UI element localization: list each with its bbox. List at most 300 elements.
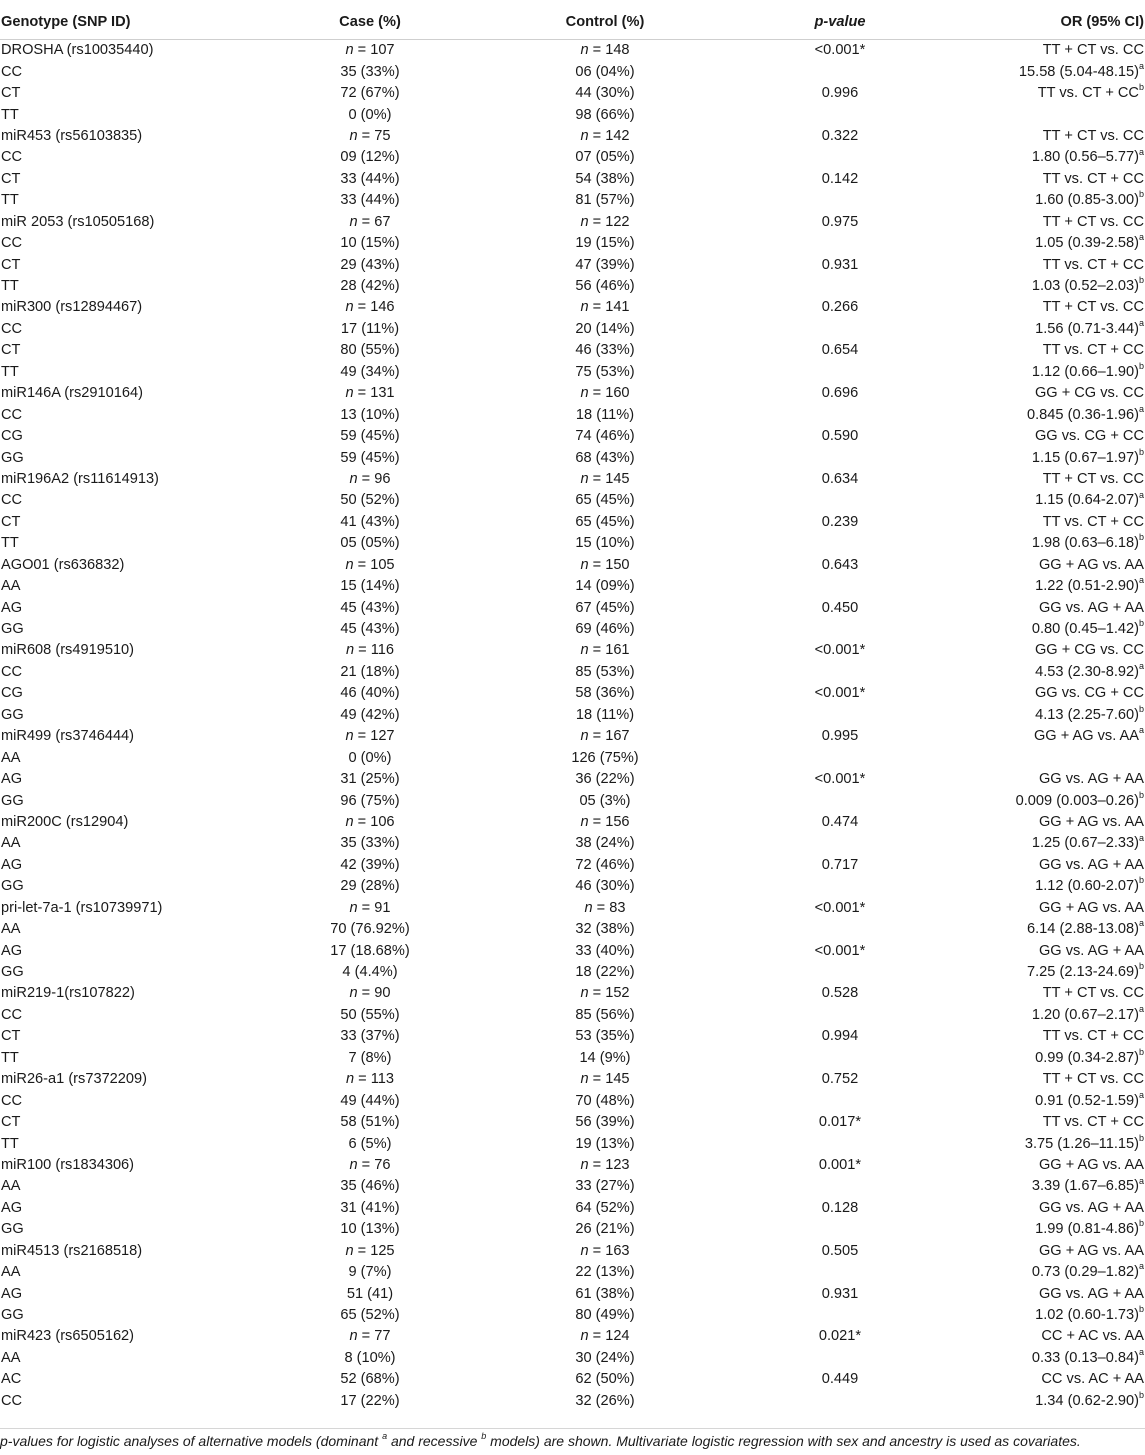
or-value: 0.99 (0.34-2.87) <box>1035 1049 1139 1066</box>
control-cell: 56 (39%) <box>575 1114 635 1131</box>
control-cell <box>470 126 740 147</box>
n-equals: = <box>353 1242 371 1259</box>
table-row <box>0 705 1145 726</box>
or-ci-cell <box>940 940 1145 961</box>
n-symbol: n <box>349 470 358 487</box>
genotype-cell: miR423 (rs6505162) <box>1 1328 135 1345</box>
p-value-cell: 0.021* <box>818 1328 862 1345</box>
n-equals: = <box>588 299 606 316</box>
genotype-cell: GG <box>1 449 24 466</box>
or-value: 4.13 (2.25-7.60) <box>1035 706 1139 723</box>
or-value: 1.03 (0.52–2.03) <box>1031 278 1139 295</box>
genotype-cell: AG <box>1 942 23 959</box>
p-value-cell <box>740 490 940 511</box>
genotype-cell: pri-let-7a-1 (rs10739971) <box>1 899 163 916</box>
or-value: TT + CT vs. CC <box>1042 470 1144 487</box>
n-symbol: n <box>580 728 589 745</box>
n-equals: = <box>588 642 606 659</box>
model-superscript: a <box>1138 1347 1144 1358</box>
case-cell <box>270 812 470 833</box>
genotype-cell: CG <box>1 685 23 702</box>
case-cell: 42 (39%) <box>340 856 400 873</box>
p-value-cell <box>740 447 940 468</box>
or-ci-cell <box>940 1005 1145 1026</box>
control-cell: 81 (57%) <box>575 192 635 209</box>
p-value-cell: 0.996 <box>821 85 859 102</box>
p-value-cell: 0.994 <box>821 1028 859 1045</box>
control-cell <box>470 1155 740 1176</box>
table-row <box>0 576 1145 597</box>
genotype-cell: miR 2053 (rs10505168) <box>1 213 155 230</box>
case-cell <box>270 726 470 747</box>
model-superscript: b <box>1138 1389 1144 1400</box>
genotype-cell: CC <box>1 149 23 166</box>
or-value: GG vs. AG + AA <box>1038 1285 1144 1302</box>
case-cell: 33 (44%) <box>340 170 400 187</box>
n-symbol: n <box>345 728 354 745</box>
model-superscript: b <box>1138 789 1144 800</box>
or-ci-cell <box>940 169 1145 190</box>
p-value-cell <box>740 790 940 811</box>
footnote-text-1: p-values for logistic analyses of alternative models (dominant <box>0 1433 383 1449</box>
p-value-cell <box>740 1391 940 1412</box>
or-ci-cell <box>940 962 1145 983</box>
case-cell: 51 (41) <box>346 1285 394 1302</box>
header-control: Control (%) <box>470 6 740 40</box>
case-cell: 72 (67%) <box>340 85 400 102</box>
n-equals: = <box>588 127 606 144</box>
p-value-cell: 0.995 <box>821 728 859 745</box>
p-value-cell <box>740 276 940 297</box>
or-ci-cell <box>940 597 1145 618</box>
genotype-cell: CT <box>1 1028 21 1045</box>
or-value: 0.009 (0.003–0.26) <box>1015 792 1139 809</box>
control-cell: 85 (56%) <box>575 1006 635 1023</box>
genotype-cell: GG <box>1 1221 24 1238</box>
model-superscript: a <box>1138 725 1144 736</box>
or-ci-cell <box>940 447 1145 468</box>
control-cell: 85 (53%) <box>575 663 635 680</box>
table-row <box>0 769 1145 790</box>
or-value: GG vs. CG + CC <box>1034 428 1144 445</box>
n-equals: = <box>357 1156 375 1173</box>
sample-size: 142 <box>605 127 630 144</box>
p-value-cell: 0.001* <box>818 1156 862 1173</box>
or-value: 1.60 (0.85-3.00) <box>1035 192 1139 209</box>
case-cell: 45 (43%) <box>340 599 400 616</box>
table-row <box>0 1305 1145 1326</box>
case-cell: 65 (52%) <box>340 1307 400 1324</box>
genotype-cell: miR146A (rs2910164) <box>1 385 143 402</box>
or-ci-cell <box>940 1219 1145 1240</box>
p-value-cell: 0.696 <box>821 385 859 402</box>
case-cell <box>270 898 470 919</box>
control-cell: 30 (24%) <box>575 1349 635 1366</box>
sample-size: 161 <box>605 642 630 659</box>
control-cell: 53 (35%) <box>575 1028 635 1045</box>
control-cell <box>470 898 740 919</box>
n-equals: = <box>592 899 610 916</box>
table-row <box>0 126 1145 147</box>
p-value-cell: <0.001* <box>814 42 866 59</box>
model-superscript: b <box>1138 961 1144 972</box>
genotype-cell: CC <box>1 1006 23 1023</box>
sample-size: 90 <box>374 985 391 1002</box>
n-symbol: n <box>345 813 354 830</box>
sample-size: 105 <box>370 556 395 573</box>
or-value: TT vs. CT + CC <box>1037 85 1139 102</box>
header-p-value: p-value <box>740 6 940 40</box>
case-cell: 09 (12%) <box>340 149 400 166</box>
genotype-cell: TT <box>1 192 19 209</box>
table-body <box>0 40 1145 1413</box>
table-row <box>0 876 1145 897</box>
sample-size: 145 <box>605 1071 630 1088</box>
or-value: 4.53 (2.30-8.92) <box>1035 663 1139 680</box>
control-cell: 98 (66%) <box>575 106 635 123</box>
or-ci-cell <box>940 212 1145 233</box>
or-ci-cell <box>940 469 1145 490</box>
case-cell <box>270 1241 470 1262</box>
or-value: GG + AG vs. AA <box>1038 899 1144 916</box>
n-symbol: n <box>349 127 358 144</box>
sample-size: 152 <box>605 985 630 1002</box>
model-superscript: b <box>1138 189 1144 200</box>
case-cell: 7 (8%) <box>348 1049 392 1066</box>
p-value-cell: 0.266 <box>821 299 859 316</box>
model-superscript: a <box>1138 489 1144 500</box>
n-symbol: n <box>345 1071 355 1088</box>
n-equals: = <box>588 985 606 1002</box>
case-cell: 29 (28%) <box>340 878 400 895</box>
p-value-cell: 0.643 <box>821 556 859 573</box>
genotype-cell: CC <box>1 1092 23 1109</box>
table-row <box>0 40 1145 62</box>
case-cell <box>270 1326 470 1347</box>
p-value-cell <box>740 1048 940 1069</box>
genotype-cell: CT <box>1 513 21 530</box>
or-ci-cell <box>940 254 1145 275</box>
or-value: GG + CG vs. CC <box>1034 385 1144 402</box>
genotype-cell: DROSHA (rs10035440) <box>1 42 154 59</box>
n-equals: = <box>588 470 606 487</box>
n-symbol: n <box>580 213 589 230</box>
control-cell <box>470 812 740 833</box>
or-value: 1.56 (0.71-3.44) <box>1035 320 1139 337</box>
footnote-sup-a: a <box>382 1431 388 1442</box>
n-equals: = <box>588 1156 606 1173</box>
sample-size: 148 <box>605 42 630 59</box>
or-ci-cell <box>940 319 1145 340</box>
control-cell <box>470 640 740 661</box>
p-value-cell <box>740 1005 940 1026</box>
n-equals: = <box>353 385 371 402</box>
or-ci-cell <box>940 833 1145 854</box>
table-header-row <box>0 6 1145 40</box>
p-value-cell <box>740 104 940 125</box>
p-value-cell: 0.752 <box>821 1071 859 1088</box>
genotype-cell: AG <box>1 771 23 788</box>
control-cell <box>470 726 740 747</box>
control-cell <box>470 383 740 404</box>
genotype-cell: AG <box>1 599 23 616</box>
or-ci-cell <box>940 83 1145 104</box>
p-value-cell <box>740 962 940 983</box>
p-value-cell: 0.239 <box>821 513 859 530</box>
case-cell: 49 (42%) <box>340 706 400 723</box>
model-superscript: a <box>1138 403 1144 414</box>
case-cell <box>270 212 470 233</box>
sample-size: 163 <box>605 1242 630 1259</box>
sample-size: 131 <box>370 385 395 402</box>
case-cell: 31 (41%) <box>340 1199 400 1216</box>
n-equals: = <box>357 470 375 487</box>
table-row <box>0 919 1145 940</box>
or-ci-cell <box>940 1048 1145 1069</box>
genotype-cell: AA <box>1 1178 21 1195</box>
p-value-cell: 0.975 <box>821 213 859 230</box>
model-superscript: b <box>1138 446 1144 457</box>
case-cell: 33 (37%) <box>340 1028 400 1045</box>
table-row <box>0 1369 1145 1390</box>
table-row <box>0 104 1145 125</box>
table-row <box>0 1198 1145 1219</box>
case-cell: 05 (05%) <box>340 535 400 552</box>
genotype-cell: CC <box>1 320 23 337</box>
genotype-cell: TT <box>1 1135 19 1152</box>
table-row <box>0 340 1145 361</box>
model-superscript: a <box>1138 575 1144 586</box>
or-ci-cell <box>940 1090 1145 1111</box>
or-value: GG vs. AG + AA <box>1038 599 1144 616</box>
control-cell: 72 (46%) <box>575 856 635 873</box>
model-superscript: a <box>1138 1261 1144 1272</box>
or-value: GG vs. AG + AA <box>1038 771 1144 788</box>
model-superscript: a <box>1138 1089 1144 1100</box>
genotype-cell: miR196A2 (rs11614913) <box>1 470 159 487</box>
or-ci-cell <box>940 1026 1145 1047</box>
n-equals: = <box>357 1328 375 1345</box>
table-row <box>0 1348 1145 1369</box>
table-row <box>0 812 1145 833</box>
table-row <box>0 362 1145 383</box>
case-cell: 31 (25%) <box>340 771 400 788</box>
n-symbol: n <box>580 985 589 1002</box>
model-superscript: b <box>1138 1218 1144 1229</box>
control-cell: 18 (11%) <box>575 706 635 723</box>
n-symbol: n <box>580 127 589 144</box>
or-value: GG vs. AG + AA <box>1038 856 1144 873</box>
n-symbol: n <box>345 385 354 402</box>
genotype-cell: CC <box>1 492 23 509</box>
or-ci-cell <box>940 404 1145 425</box>
p-value-cell: 0.128 <box>821 1199 859 1216</box>
case-cell <box>270 297 470 318</box>
p-value-cell <box>740 1176 940 1197</box>
or-value: 0.80 (0.45–1.42) <box>1031 621 1139 638</box>
model-superscript: b <box>1138 360 1144 371</box>
genotype-cell: AGO01 (rs636832) <box>1 556 125 573</box>
control-cell: 46 (33%) <box>575 342 635 359</box>
control-cell: 46 (30%) <box>575 878 635 895</box>
n-equals: = <box>353 728 371 745</box>
footnote-text-3: models) are shown. Multivariate logistic regression with sex and ancestry is used as covariates. <box>486 1433 1081 1449</box>
table-row <box>0 83 1145 104</box>
control-cell <box>470 983 740 1004</box>
or-value: TT + CT vs. CC <box>1042 299 1144 316</box>
control-cell: 62 (50%) <box>575 1371 635 1388</box>
n-equals: = <box>588 556 606 573</box>
or-value: 1.20 (0.67–2.17) <box>1031 1006 1139 1023</box>
n-equals: = <box>588 213 606 230</box>
model-superscript: a <box>1138 1004 1144 1015</box>
p-value-cell <box>740 662 940 683</box>
case-cell: 10 (15%) <box>340 235 400 252</box>
table-row <box>0 833 1145 854</box>
table-row <box>0 297 1145 318</box>
control-cell: 80 (49%) <box>575 1307 635 1324</box>
model-superscript: a <box>1138 1175 1144 1186</box>
n-symbol: n <box>345 299 354 316</box>
or-ci-cell <box>940 919 1145 940</box>
case-cell: 45 (43%) <box>340 621 400 638</box>
or-ci-cell <box>940 898 1145 919</box>
control-cell: 06 (04%) <box>575 63 635 80</box>
control-cell: 44 (30%) <box>575 85 635 102</box>
or-value: 3.39 (1.67–6.85) <box>1031 1178 1139 1195</box>
or-ci-cell <box>940 1176 1145 1197</box>
n-symbol: n <box>580 1156 589 1173</box>
header-genotype: Genotype (SNP ID) <box>0 6 270 40</box>
control-cell <box>470 212 740 233</box>
genotype-cell: miR200C (rs12904) <box>1 813 129 830</box>
or-ci-cell <box>940 983 1145 1004</box>
model-superscript: b <box>1138 703 1144 714</box>
or-ci-cell <box>940 426 1145 447</box>
or-ci-cell <box>940 619 1145 640</box>
or-value: 0.73 (0.29–1.82) <box>1031 1264 1139 1281</box>
table-row <box>0 1176 1145 1197</box>
case-cell: 28 (42%) <box>340 278 400 295</box>
or-ci-cell <box>940 555 1145 576</box>
control-cell <box>470 555 740 576</box>
n-symbol: n <box>580 556 589 573</box>
or-ci-cell <box>940 1283 1145 1304</box>
n-symbol: n <box>349 1156 358 1173</box>
p-value-cell: 0.654 <box>821 342 859 359</box>
case-cell: 96 (75%) <box>340 792 400 809</box>
or-value: TT vs. CT + CC <box>1042 256 1144 273</box>
case-cell <box>270 126 470 147</box>
p-value-cell: <0.001* <box>814 771 866 788</box>
n-equals: = <box>588 728 606 745</box>
table-row <box>0 469 1145 490</box>
genotype-cell: TT <box>1 535 19 552</box>
control-cell: 65 (45%) <box>575 492 635 509</box>
case-cell: 13 (10%) <box>340 406 400 423</box>
or-value: GG vs. CG + CC <box>1034 685 1144 702</box>
or-ci-cell <box>940 769 1145 790</box>
n-symbol: n <box>345 1242 354 1259</box>
or-ci-cell <box>940 1262 1145 1283</box>
sample-size: 146 <box>370 299 395 316</box>
table-row <box>0 1155 1145 1176</box>
or-ci-cell <box>940 1112 1145 1133</box>
case-cell: 58 (51%) <box>340 1114 400 1131</box>
sample-size: 76 <box>374 1156 391 1173</box>
table-row <box>0 898 1145 919</box>
n-symbol: n <box>345 556 354 573</box>
control-cell: 65 (45%) <box>575 513 635 530</box>
case-cell: 17 (18.68%) <box>330 942 410 959</box>
genotype-cell: CC <box>1 1392 23 1409</box>
genotype-cell: AA <box>1 921 21 938</box>
p-value-cell <box>740 190 940 211</box>
case-cell <box>270 1155 470 1176</box>
control-cell: 126 (75%) <box>571 749 639 766</box>
genotype-cell: CT <box>1 85 21 102</box>
n-equals: = <box>588 1328 606 1345</box>
header-case: Case (%) <box>270 6 470 40</box>
n-equals: = <box>354 1071 371 1088</box>
case-cell: 15 (14%) <box>340 578 400 595</box>
or-ci-cell <box>940 362 1145 383</box>
sample-size: 122 <box>605 213 630 230</box>
genotype-cell: GG <box>1 706 24 723</box>
control-cell: 22 (13%) <box>575 1264 635 1281</box>
case-cell: 0 (0%) <box>348 106 392 123</box>
control-cell: 18 (22%) <box>575 964 635 981</box>
or-value: CC vs. AC + AA <box>1041 1371 1144 1388</box>
control-cell: 14 (9%) <box>579 1049 631 1066</box>
or-ci-cell <box>940 812 1145 833</box>
p-value-cell <box>740 1262 940 1283</box>
table-row <box>0 726 1145 747</box>
or-value: TT + CT vs. CC <box>1042 985 1144 1002</box>
case-cell: 59 (45%) <box>340 449 400 466</box>
table-row <box>0 426 1145 447</box>
case-cell: 50 (55%) <box>340 1006 400 1023</box>
genotype-cell: miR4513 (rs2168518) <box>1 1242 143 1259</box>
control-cell: 26 (21%) <box>575 1221 635 1238</box>
or-value: 1.99 (0.81-4.86) <box>1035 1221 1139 1238</box>
or-value: GG + AG vs. AA <box>1038 813 1144 830</box>
n-equals: = <box>588 1071 606 1088</box>
or-ci-cell <box>940 790 1145 811</box>
control-cell: 61 (38%) <box>575 1285 635 1302</box>
p-value-cell: <0.001* <box>814 899 866 916</box>
table-row <box>0 319 1145 340</box>
n-symbol: n <box>580 470 589 487</box>
control-cell <box>470 297 740 318</box>
n-equals: = <box>357 899 375 916</box>
n-symbol: n <box>580 642 589 659</box>
control-cell <box>470 469 740 490</box>
genotype-cell: miR300 (rs12894467) <box>1 299 143 316</box>
or-ci-cell <box>940 705 1145 726</box>
p-value-cell <box>740 1305 940 1326</box>
or-ci-cell <box>940 340 1145 361</box>
sample-size: 67 <box>374 213 391 230</box>
p-value-cell: <0.001* <box>814 685 866 702</box>
n-symbol: n <box>349 899 358 916</box>
table-row <box>0 747 1145 768</box>
control-cell: 19 (13%) <box>575 1135 635 1152</box>
or-value: 1.34 (0.62-2.90) <box>1035 1392 1139 1409</box>
case-cell: 35 (33%) <box>340 835 400 852</box>
n-equals: = <box>588 385 606 402</box>
p-value-cell <box>740 533 940 554</box>
